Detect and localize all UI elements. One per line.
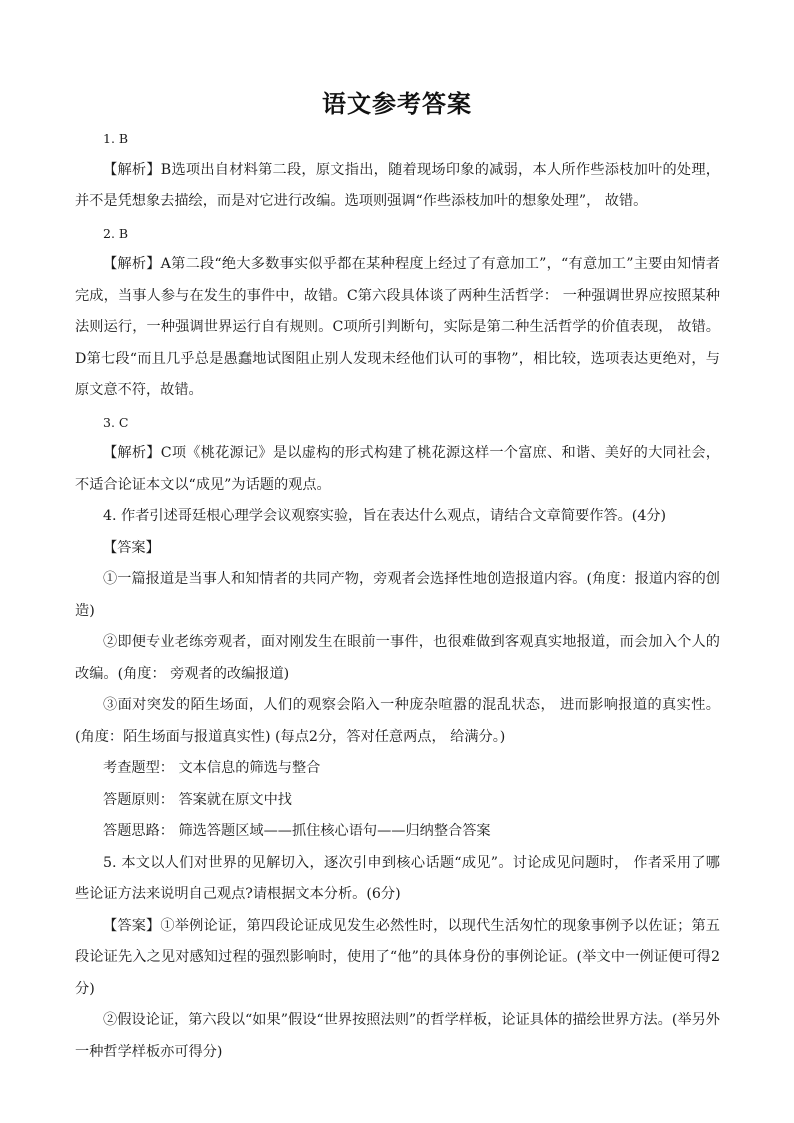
analysis-1: 【解析】B选项出自材料第二段，原文指出，随着现场印象的减弱，本人所作些添枝加叶的处理，并不是凭想象去描绘，而是对它进行改编。选项则强调“作些添枝加叶的想象处理”， 故错。 (75, 161, 720, 209)
analysis-2: 【解析】A第二段“绝大多数事实似乎都在某种程度上经过了有意加工”，“有意加工”主要由知情者完成，当事人参与在发生的事件中，故错。C第六段具体谈了两种生活哲学： 一种强调世界应按照某种法则运行，一种强调世界运行自有规则。C项所引判断句，实际是第二种生活哲学的价值表现， 故错。D第七段“而且几乎总是愚蠢地试图阻止别人发现未经他们认可的事物”，相比较，选项表达更绝对，与原文意不符，故错。 (75, 256, 720, 398)
analysis-3: 【解析】C项《桃花源记》是以虚构的形式构建了桃花源这样一个富庶、和谐、美好的大同社会，不适合论证本文以“成见”为话题的观点。 (75, 445, 720, 493)
answer-number-2: 2. B (103, 225, 129, 241)
answer-5-point-1: 【答案】①举例论证，第四段论证成见发生必然性时，以现代生活匆忙的现象事例予以佐证；第五段论证先入之见对感知过程的强烈影响时，使用了“他”的具体身份的事例论证。(举文中一例证便可得2分) (75, 917, 720, 997)
answer-content (75, 123, 720, 1068)
answer-label-4: 【答案】 (103, 539, 160, 556)
question-5: 5. 本文以人们对世界的见解切入，逐次引申到核心话题“成见”。讨论成见问题时， 作者采用了哪些论证方法来说明自己观点?请根据文本分析。(6分) (75, 854, 720, 902)
answer-principle-note: 答题原则： 答案就在原文中找 (103, 791, 292, 808)
page-title: 语文参考答案 (322, 90, 472, 118)
answer-4-point-2: ②即便专业老练旁观者，面对刚发生在眼前一事件，也很难做到客观真实地报道，而会加入个人的改编。(角度： 旁观者的改编报道) (75, 634, 720, 682)
answer-5-point-2: ②假设论证，第六段以“如果”假设“世界按照法则”的哲学样板，论证具体的描绘世界方法。(举另外一种哲学样板亦可得分) (75, 1012, 720, 1060)
answer-4-point-3: ③面对突发的陌生场面，人们的观察会陷入一种庞杂喧嚣的混乱状态， 进而影响报道的真实性。(角度：陌生场面与报道真实性) (每点2分，答对任意两点， 给满分。) (75, 697, 720, 745)
answer-4-point-1: ①一篇报道是当事人和知情者的共同产物，旁观者会选择性地创造报道内容。(角度：报道内容的创造) (75, 571, 720, 619)
answer-number-1: 1. B (103, 131, 129, 146)
question-type-note: 考查题型： 文本信息的筛选与整合 (103, 760, 321, 776)
question-4: 4. 作者引述哥廷根心理学会议观察实验，旨在表达什么观点，请结合文章简要作答。(4分) (103, 508, 667, 524)
answer-number-3: 3. C (103, 414, 129, 430)
answer-approach-note: 答题思路： 筛选答题区域——抓住核心语句——归纳整合答案 (103, 823, 491, 839)
